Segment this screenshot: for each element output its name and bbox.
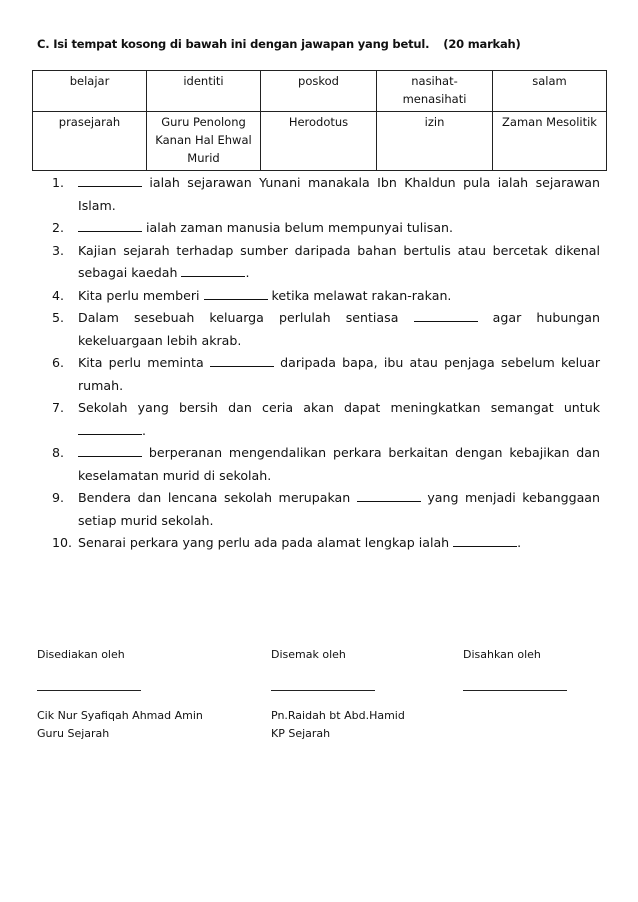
- word-bank-row: [33, 71, 607, 112]
- question-text: Dalam sesebuah keluarga perlulah sentiasa: [78, 310, 414, 325]
- prepared-signature-line: [37, 690, 141, 691]
- word-bank-row: [33, 112, 607, 171]
- answer-blank[interactable]: [414, 307, 478, 322]
- question-text: .: [517, 535, 522, 550]
- question-text: Senarai perkara yang perlu ada pada alamat lengkap ialah: [78, 535, 454, 550]
- question-text: Kajian sejarah terhadap sumber daripada bahan bertulis atau bercetak dikenal sebagai kaedah: [78, 242, 600, 280]
- question-item: [52, 240, 600, 285]
- approved-by-label: Disahkan oleh: [463, 648, 541, 661]
- checked-by-label: Disemak oleh: [271, 648, 346, 661]
- prepared-by-role: Guru Sejarah: [37, 727, 110, 740]
- checked-signature-line: [271, 690, 375, 691]
- word-bank-cell: salam: [493, 71, 607, 112]
- question-text: yang menjadi kebanggaan setiap murid sekolah.: [78, 490, 600, 528]
- question-number: 8.: [52, 445, 65, 460]
- question-text: ketika melawat rakan-rakan.: [267, 287, 452, 303]
- word-bank-cell: izin: [377, 112, 493, 171]
- question-number: 10.: [52, 535, 73, 550]
- question-number: 7.: [52, 400, 65, 415]
- answer-blank[interactable]: [453, 532, 517, 547]
- word-bank-cell: poskod: [261, 71, 377, 112]
- prepared-by-name: Cik Nur Syafiqah Ahmad Amin: [37, 709, 203, 722]
- question-item: [52, 352, 600, 397]
- marks-label: (20 markah): [443, 37, 521, 51]
- answer-blank[interactable]: [210, 352, 274, 367]
- question-number: 4.: [52, 287, 65, 303]
- question-number: 3.: [52, 242, 65, 258]
- question-text: berperanan mengendalikan perkara berkaitan dengan kebajikan dan keselamatan murid di sekolah.: [78, 445, 600, 483]
- word-bank-cell: belajar: [33, 71, 147, 112]
- word-bank-cell: prasejarah: [33, 112, 147, 171]
- checked-by-role: KP Sejarah: [271, 727, 331, 740]
- question-text: Sekolah yang bersih dan ceria akan dapat meningkatkan semangat untuk: [78, 400, 600, 415]
- question-text: Kita perlu memberi: [78, 287, 204, 303]
- question-item: [52, 442, 600, 487]
- question-item: [52, 532, 600, 555]
- question-text: .: [142, 422, 147, 438]
- answer-blank[interactable]: [78, 172, 142, 187]
- question-number: 2.: [52, 220, 65, 235]
- answer-blank[interactable]: [204, 285, 268, 300]
- question-text: .: [245, 265, 250, 280]
- word-bank-cell: Herodotus: [261, 112, 377, 171]
- word-bank-cell: nasihat-menasihati: [377, 71, 493, 112]
- section-title: C. Isi tempat kosong di bawah ini dengan jawapan yang betul.: [37, 37, 430, 51]
- word-bank-cell: identiti: [147, 71, 261, 112]
- answer-blank[interactable]: [78, 420, 142, 435]
- question-item: [52, 487, 600, 532]
- question-item: [52, 397, 600, 442]
- question-number: 6.: [52, 355, 65, 370]
- word-bank-cell: Zaman Mesolitik: [493, 112, 607, 171]
- question-text: Bendera dan lencana sekolah merupakan: [78, 490, 357, 505]
- prepared-by-label: Disediakan oleh: [37, 648, 125, 661]
- checked-by-name: Pn.Raidah bt Abd.Hamid: [271, 709, 405, 722]
- question-item: [52, 217, 600, 240]
- answer-blank[interactable]: [181, 262, 245, 277]
- question-number: 9.: [52, 490, 65, 505]
- approved-signature-line: [463, 690, 567, 691]
- question-number: 1.: [52, 175, 65, 190]
- section-header: [37, 37, 521, 51]
- word-bank-table: [32, 70, 607, 171]
- word-bank-cell: Guru Penolong Kanan Hal Ehwal Murid: [147, 112, 261, 171]
- question-number: 5.: [52, 310, 65, 325]
- question-text: ialah sejarawan Yunani manakala Ibn Khaldun pula ialah sejarawan Islam.: [78, 175, 600, 213]
- question-text: agar hubungan kekeluargaan lebih akrab.: [78, 310, 600, 348]
- answer-blank[interactable]: [78, 442, 142, 457]
- question-item: [52, 307, 600, 352]
- question-item: [52, 172, 600, 217]
- question-text: Kita perlu meminta: [78, 355, 210, 370]
- question-list: [52, 172, 600, 555]
- question-item: [52, 285, 600, 308]
- answer-blank[interactable]: [357, 487, 421, 502]
- answer-blank[interactable]: [78, 217, 142, 232]
- question-text: daripada bapa, ibu atau penjaga sebelum keluar rumah.: [78, 355, 600, 393]
- question-text: ialah zaman manusia belum mempunyai tulisan.: [142, 220, 454, 235]
